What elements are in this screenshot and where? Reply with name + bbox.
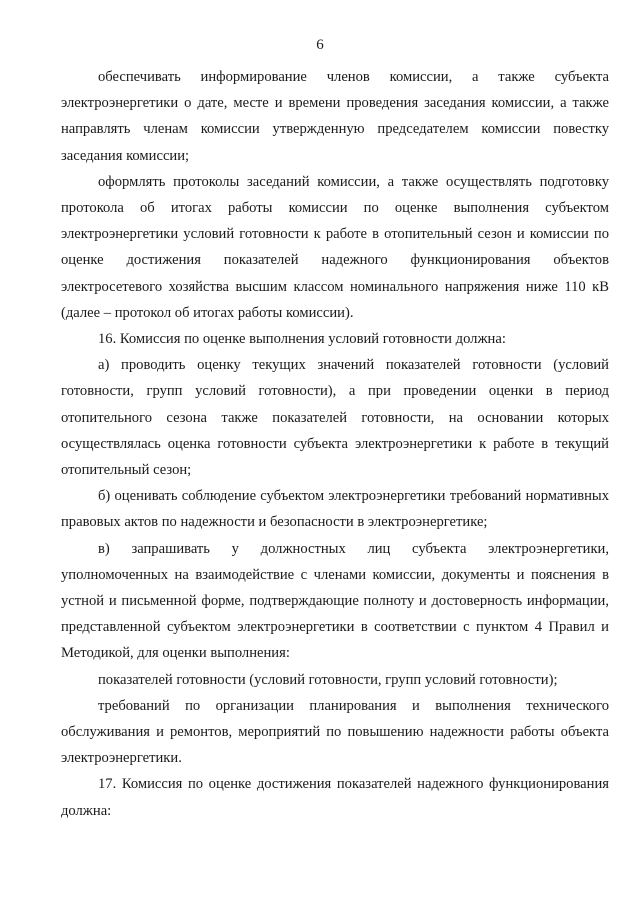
- paragraph-item-16: 16. Комиссия по оценке выполнения условий готовности должна:: [98, 331, 506, 348]
- paragraph-item-16-b: б) оценивать соблюдение субъектом электроэнергетики требований нормативных правовых актов по надежности и безопасности в электроэнергетике;: [61, 488, 609, 531]
- page-number: 6: [316, 37, 324, 53]
- paragraph-readiness-indicators: показателей готовности (условий готовности, групп условий готовности);: [98, 671, 558, 688]
- paragraph-protocols: оформлять протоколы заседаний комиссии, а также осуществлять подготовку протокола об итогах работы комиссии по оценке выполнения субъектом электроэнергетики условий готовности к работе в отопительный сезон и комиссии по оценке достижения показателей надежного функционирования объектов электросетевого хозяйства высшим классом номинального напряжения ниже 110 кВ (далее – протокол об итогах работы комиссии).: [61, 173, 609, 321]
- document-body: [61, 64, 609, 824]
- paragraph-item-17: 17. Комиссия по оценке достижения показателей надежного функционирования должна:: [61, 776, 609, 819]
- paragraph-item-16-v: в) запрашивать у должностных лиц субъекта электроэнергетики, уполномоченных на взаимодействие с членами комиссии, документы и пояснения в устной и письменной форме, подтверждающие полноту и достоверность информации, представленной субъектом электроэнергетики в соответствии с пунктом 4 Правил и Методикой, для оценки выполнения:: [61, 540, 609, 662]
- paragraph-maintenance-requirements: требований по организации планирования и выполнения технического обслуживания и ремонтов, мероприятий по повышению надежности работы объекта электроэнергетики.: [61, 697, 609, 767]
- paragraph-item-16-a: а) проводить оценку текущих значений показателей готовности (условий готовности, групп условий готовности), а при проведении оценки в период отопительного сезона также показателей готовности, на основании которых осуществлялась оценка готовности субъекта электроэнергетики к работе в текущий отопительный сезон;: [61, 357, 609, 479]
- paragraph-inform-members: обеспечивать информирование членов комиссии, а также субъекта электроэнергетики о дате, месте и времени проведения заседания комиссии, а также направлять членам комиссии утвержденную председателем комиссии повестку заседания комиссии;: [61, 69, 609, 164]
